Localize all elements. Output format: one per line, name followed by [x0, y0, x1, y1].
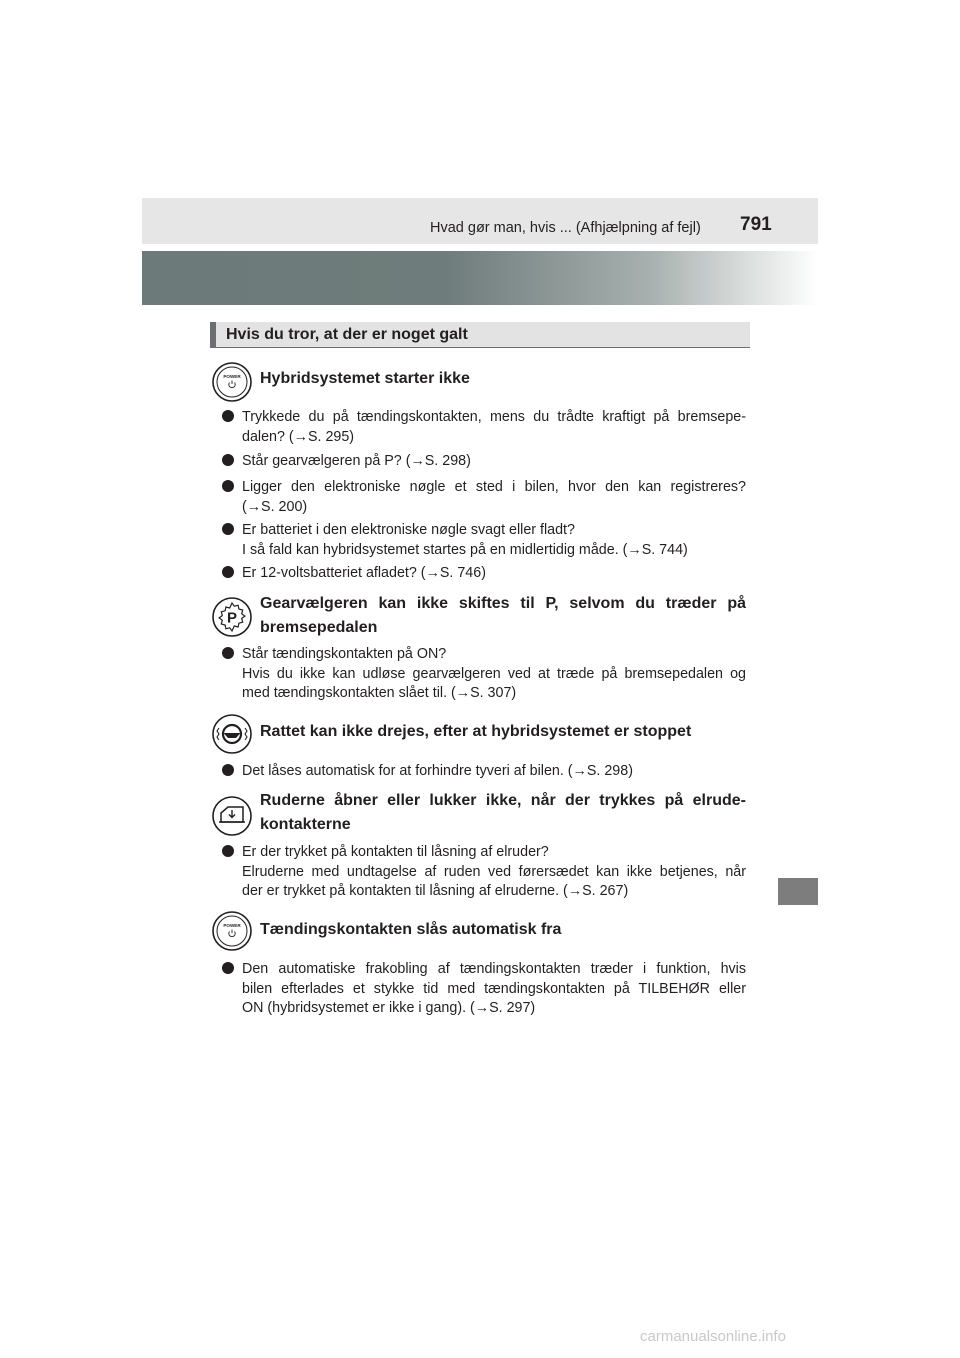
- subsection-title-line2: kontakterne: [260, 816, 351, 833]
- bullet-line: dalen? (→S. 295): [242, 428, 355, 445]
- bullet-line: med tændingskontakten slået til. (→S. 307): [242, 685, 517, 701]
- subsection-title-line2: bremsepedalen: [260, 619, 378, 636]
- bullet-line: Er batteriet i den elektroniske nøgle svagt eller fladt?: [242, 522, 575, 538]
- gear-p-letter: P: [226, 609, 238, 627]
- power-window-icon: [212, 796, 252, 836]
- list-item: [222, 452, 746, 472]
- bullet-line: Det låses automatisk for at forhindre tyveri af bilen. (→S. 298): [242, 763, 633, 779]
- bullet-line: (→S. 200): [242, 498, 308, 515]
- chapter-side-tab: [778, 878, 818, 905]
- list-item: [222, 843, 746, 902]
- bullet-dot: [222, 962, 234, 974]
- bullet-dot: [222, 410, 234, 422]
- power-label: POWER: [223, 923, 241, 928]
- bullet-line: Er der trykket på kontakten til låsning af elruder?: [242, 844, 549, 860]
- bullet-dot: [222, 764, 234, 776]
- bullet-line: der er trykket på kontakten til låsning af elruderne. (→S. 267): [242, 883, 629, 899]
- chapter-band: [142, 251, 818, 305]
- list-item: [222, 762, 746, 782]
- header-title: Hvad gør man, hvis ... (Afhjælpning af fejl): [430, 220, 701, 236]
- bullet-dot: [222, 566, 234, 578]
- subsection-title: Hybridsystemet starter ikke: [260, 370, 470, 387]
- bullet-dot: [222, 480, 234, 492]
- watermark: carmanualsonline.info: [640, 1328, 786, 1345]
- bullet-line: Elruderne med undtagelse af ruden ved førersædet kan ikke betjenes, når: [242, 863, 746, 880]
- section-header: [210, 322, 750, 348]
- bullet-dot: [222, 647, 234, 659]
- bullet-line: Hvis du ikke kan udløse gearvælgeren ved at træde på bremsepedalen og: [242, 665, 746, 682]
- bullet-line: I så fald kan hybridsystemet startes på en midlertidig måde. (→S. 744): [242, 541, 688, 558]
- list-item: [222, 960, 746, 1019]
- list-item: [222, 564, 746, 584]
- bullet-line: Ligger den elektroniske nøgle et sted i bilen, hvor den kan registreres?: [242, 479, 746, 495]
- page-number: 791: [740, 214, 772, 235]
- subsection-title: Gearvælgeren kan ikke skiftes til P, selvom du træder på: [260, 595, 746, 612]
- bullet-dot: [222, 454, 234, 466]
- subsection-title: Ruderne åbner eller lukker ikke, når der trykkes på elrude-: [260, 792, 746, 809]
- list-item: [222, 408, 746, 447]
- power-button-icon: [212, 911, 252, 951]
- subsection-title: Rattet kan ikke drejes, efter at hybridsystemet er stoppet: [260, 723, 692, 740]
- bullet-line: bilen efterlades et stykke tid med tændingskontakten på TILBEHØR eller: [242, 980, 746, 997]
- list-item: [222, 521, 746, 560]
- power-button-icon: [212, 362, 252, 402]
- bullet-dot: [222, 523, 234, 535]
- section-title: Hvis du tror, at der er noget galt: [226, 326, 468, 343]
- power-label: POWER: [223, 374, 241, 379]
- bullet-line: Står tændingskontakten på ON?: [242, 646, 447, 662]
- bullet-line: Trykkede du på tændingskontakten, mens du trådte kraftigt på bremsepe-: [242, 409, 746, 425]
- bullet-dot: [222, 845, 234, 857]
- gear-p-icon: [212, 597, 252, 637]
- list-item: [222, 645, 746, 704]
- bullet-line: Er 12-voltsbatteriet afladet? (→S. 746): [242, 565, 486, 581]
- bullet-line: Står gearvælgeren på P? (→S. 298): [242, 453, 471, 469]
- subsection-title: Tændingskontakten slås automatisk fra: [260, 921, 562, 938]
- bullet-line: Den automatiske frakobling af tændingskontakten træder i funktion, hvis: [242, 961, 746, 977]
- list-item: [222, 478, 746, 517]
- bullet-line: ON (hybridsystemet er ikke i gang). (→S. 297): [242, 1000, 536, 1016]
- steering-lock-icon: [212, 714, 252, 754]
